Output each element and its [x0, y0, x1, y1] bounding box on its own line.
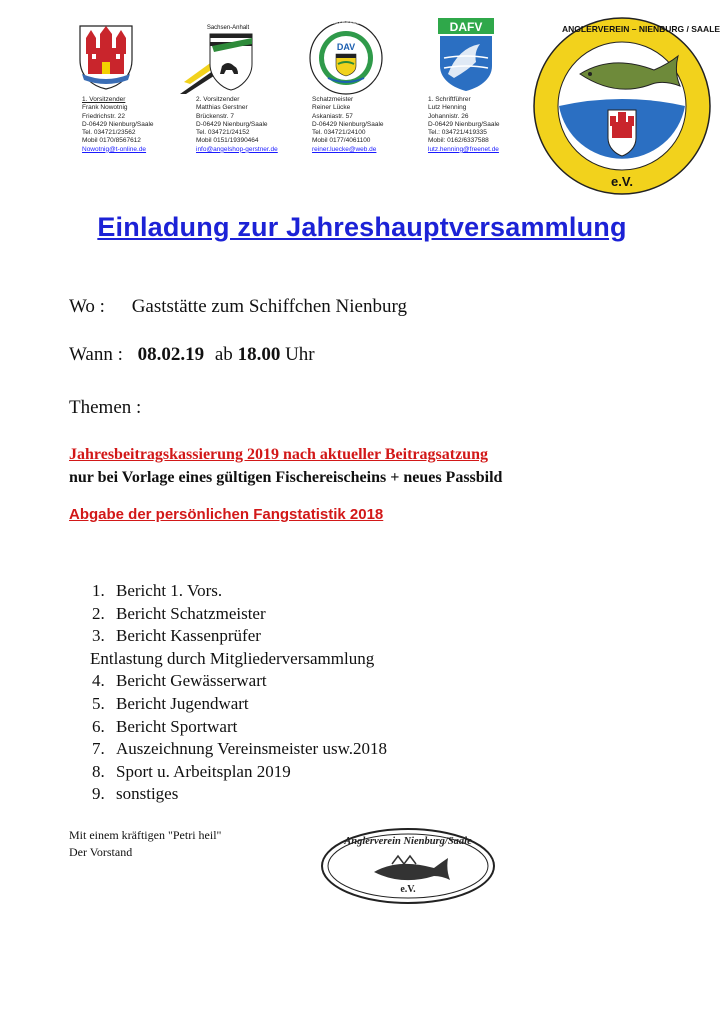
- contact-email-link[interactable]: reiner.luecke@web.de: [312, 145, 377, 153]
- club-ring-text: ANGLERVEREIN – NIENBURG / SAALE: [562, 24, 721, 34]
- when-label: Wann :: [69, 344, 123, 365]
- contact-email-link[interactable]: info@angelshop-gerstner.de: [196, 145, 278, 153]
- notice-requirements: nur bei Vorlage eines gültigen Fischereischeins + neues Passbild: [69, 469, 503, 486]
- topics-label: Themen :: [69, 397, 142, 418]
- agenda-item: 8. Sport u. Arbeitsplan 2019: [92, 761, 291, 781]
- sachsen-anhalt-label: Sachsen-Anhalt: [206, 25, 250, 31]
- nienburg-coat-of-arms-logo: [78, 24, 134, 90]
- contact-name: Frank Nowotnig: [82, 104, 128, 112]
- agenda-item-subnote: Entlastung durch Mitgliederversammlung: [90, 648, 375, 668]
- stamp-text: Anglerverein Nienburg/Saale: [344, 836, 472, 847]
- contact-street: Johannistr. 26: [428, 112, 469, 120]
- contact-street: Askaniastr. 57: [312, 112, 353, 120]
- contact-role: 2. Vorsitzender: [196, 96, 240, 103]
- dav-label: DAV: [336, 42, 356, 52]
- contact-tel: Tel. 034721/24100: [312, 129, 366, 137]
- page-title: Einladung zur Jahreshauptversammlung: [97, 212, 627, 242]
- when-ab: ab: [214, 344, 233, 365]
- closing-line-1: Mit einem kräftigen "Petri heil": [69, 828, 222, 842]
- contact-email-link[interactable]: Nowotnig@t-online.de: [82, 145, 147, 153]
- notice-catch-statistics: Abgabe der persönlichen Fangstatistik 2018: [69, 506, 384, 523]
- contact-block-4: [428, 96, 538, 154]
- agenda-item: 5. Bericht Jugendwart: [92, 693, 249, 713]
- where-line: [69, 296, 407, 318]
- contact-mobil: Mobil 0170/8567612: [82, 137, 141, 145]
- contact-email-link[interactable]: lutz.henning@freenet.de: [428, 145, 499, 153]
- notice-membership-fee: Jahresbeitragskassierung 2019 nach aktueller Beitragsatzung: [69, 446, 488, 463]
- agenda-item: 7. Auszeichnung Vereinsmeister usw.2018: [92, 739, 388, 759]
- dafv-label: DAFV: [449, 20, 483, 34]
- contact-block-2: [196, 96, 306, 154]
- club-ev-text: e.V.: [611, 174, 633, 189]
- agenda-item: 6. Bericht Sportwart: [92, 716, 238, 736]
- agenda-item: 1. Bericht 1. Vors.: [92, 581, 223, 600]
- contact-tel: Tel. 034721/23562: [82, 129, 136, 137]
- closing-line-2: Der Vorstand: [69, 845, 133, 859]
- contact-name: Matthias Gerstner: [196, 104, 248, 112]
- closing-greeting: [69, 827, 221, 861]
- agenda-item: 3. Bericht Kassenprüfer: [92, 626, 261, 646]
- agenda-item: 4. Bericht Gewässerwart: [92, 671, 267, 691]
- anglerverein-nienburg-club-logo: [532, 14, 721, 198]
- contact-city: D-06429 Nienburg/Saale: [82, 120, 154, 128]
- contact-city: D-06429 Nienburg/Saale: [196, 120, 268, 128]
- contact-mobil: Mobil: 0162/6337588: [428, 137, 489, 145]
- sachsen-anhalt-logo: [180, 22, 272, 94]
- agenda-item: 2. Bericht Schatzmeister: [92, 603, 266, 623]
- where-value: Gaststätte zum Schiffchen Nienburg: [131, 296, 407, 317]
- contact-name: Reiner Lücke: [312, 104, 351, 112]
- contact-mobil: Mobil 0177/4061100: [312, 137, 371, 145]
- contact-role: Schatzmeister: [312, 96, 354, 103]
- contact-city: D-06429 Nienburg/Saale: [312, 120, 384, 128]
- contact-name: Lutz Henning: [428, 104, 467, 112]
- where-label: Wo :: [69, 296, 105, 317]
- contact-city: D-06429 Nienburg/Saale: [428, 120, 500, 128]
- contact-tel: Tel.: 034721/419335: [428, 129, 487, 137]
- contact-role: 1. Schriftführer: [428, 96, 471, 103]
- agenda-list: [92, 580, 387, 806]
- agenda-item: 9. sonstiges: [92, 784, 179, 804]
- dav-landesanglerverband-logo: [308, 20, 409, 96]
- contact-street: Friedrichstr. 22: [82, 112, 125, 120]
- contact-block-3: [312, 96, 422, 154]
- contact-tel: Tel. 034721/24152: [196, 129, 250, 137]
- when-unit: Uhr: [285, 344, 315, 365]
- dafv-logo: [438, 18, 494, 92]
- dav-ring-text: LANDESANGLERVERBAND SACHSEN-ANHALT e.V.: [312, 20, 409, 25]
- when-date: 08.02.19: [137, 344, 205, 365]
- contact-street: Brückenstr. 7: [196, 112, 234, 120]
- contact-block-1: [82, 96, 192, 154]
- stamp-ev: e.V.: [400, 884, 416, 895]
- contact-role: 1. Vorsitzender: [82, 96, 126, 103]
- when-line: [69, 344, 315, 366]
- when-time: 18.00: [237, 344, 281, 365]
- club-stamp: [318, 826, 498, 906]
- contact-mobil: Mobil 0151/19390464: [196, 137, 259, 145]
